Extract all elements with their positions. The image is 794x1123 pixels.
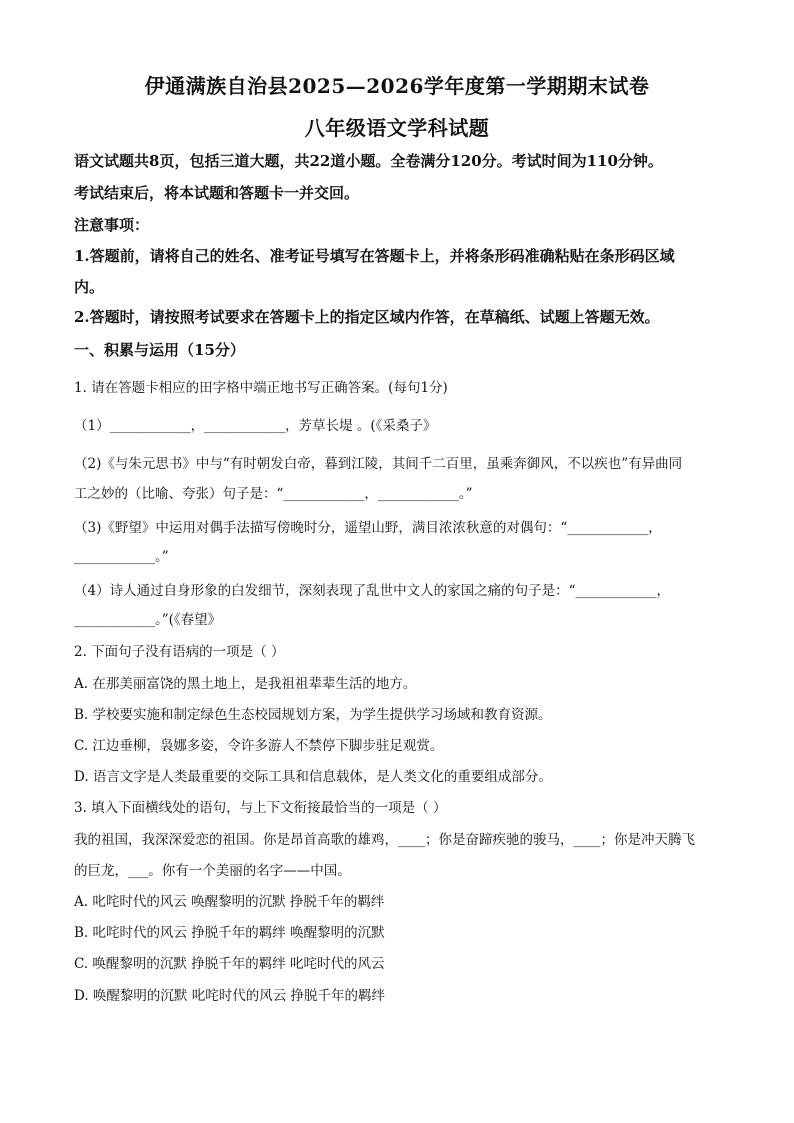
q2-option-d: D. 语言文字是人类最重要的交际工具和信息载体，是人类文化的重要组成部分。	[74, 769, 552, 785]
q1-part-1: （1）____________，____________，芳草长堤 。(《采桑子》	[74, 418, 437, 434]
q1-part-2-line-2: 工之妙的（比喻、夸张）句子是：“____________，____________。”	[74, 486, 473, 502]
q3-option-a: A. 叱咤时代的风云 唤醒黎明的沉默 挣脱千年的羁绊	[74, 894, 385, 910]
q1-part-2-line-1: （2)《与朱元思书》中与“有时朝发白帝，暮到江陵，其间千二百里，虽乘奔御风，不以疾也”有异曲同	[74, 456, 683, 472]
notice-item-1-line-1: 1.答题前，请将自己的姓名、准考证号填写在答题卡上，并将条形码准确粘贴在条形码区域	[74, 247, 675, 265]
q1-part-4-line-2: ____________。”(《春望》	[74, 612, 222, 628]
q3-stem: 3. 填入下面横线处的语句，与上下文衔接最恰当的一项是（ ）	[74, 800, 447, 816]
q3-passage-line-1: 我的祖国，我深深爱恋的祖国。你是昂首高歌的雄鸡，____；你是奋蹄疾驰的骏马，____；你是冲天腾飞	[74, 832, 695, 848]
page-subtitle: 八年级语文学科试题	[304, 116, 490, 140]
notice-item-2: 2.答题时，请按照考试要求在答题卡上的指定区域内作答，在草稿纸、试题上答题无效。	[74, 308, 660, 326]
notice-item-1-line-2: 内。	[74, 278, 105, 296]
q3-option-d: D. 唤醒黎明的沉默 叱咤时代的风云 挣脱千年的羁绊	[74, 988, 386, 1004]
section-1-title: 一、积累与运用（15分）	[74, 341, 245, 359]
instructions-line-1: 语文试题共8页，包括三道大题，共22道小题。全卷满分120分。考试时间为110分钟。	[74, 152, 663, 170]
q2-option-c: C. 江边垂柳，袅娜多姿，令许多游人不禁停下脚步驻足观赏。	[74, 738, 444, 754]
q3-option-c: C. 唤醒黎明的沉默 挣脱千年的羁绊 叱咤时代的风云	[74, 956, 385, 972]
page-title: 伊通满族自治县2025—2026学年度第一学期期末试卷	[144, 74, 650, 98]
q1-stem: 1. 请在答题卡相应的田字格中端正地书写正确答案。(每句1分)	[74, 380, 448, 396]
q2-option-b: B. 学校要实施和制定绿色生态校园规划方案，为学生提供学习场域和教育资源。	[74, 707, 552, 723]
q1-part-3-line-2: ____________。”	[74, 549, 169, 565]
q2-stem: 2. 下面句子没有语病的一项是（ ）	[74, 644, 285, 660]
q3-passage-line-2: 的巨龙，___。你有一个美丽的名字——中国。	[74, 863, 351, 879]
instructions-line-2: 考试结束后，将本试题和答题卡一并交回。	[74, 184, 360, 202]
q2-option-a: A. 在那美丽富饶的黑土地上，是我祖祖辈辈生活的地方。	[74, 676, 417, 692]
q3-option-b: B. 叱咤时代的风云 挣脱千年的羁绊 唤醒黎明的沉默	[74, 925, 385, 941]
notice-title: 注意事项：	[74, 216, 150, 234]
q1-part-4-line-1: （4）诗人通过自身形象的白发细节，深刻表现了乱世中文人的家国之痛的句子是：“____________，	[74, 583, 670, 599]
q1-part-3-line-1: （3)《野望》中运用对偶手法描写傍晚时分，遥望山野，满目浓浓秋意的对偶句：“____________，	[74, 520, 662, 536]
